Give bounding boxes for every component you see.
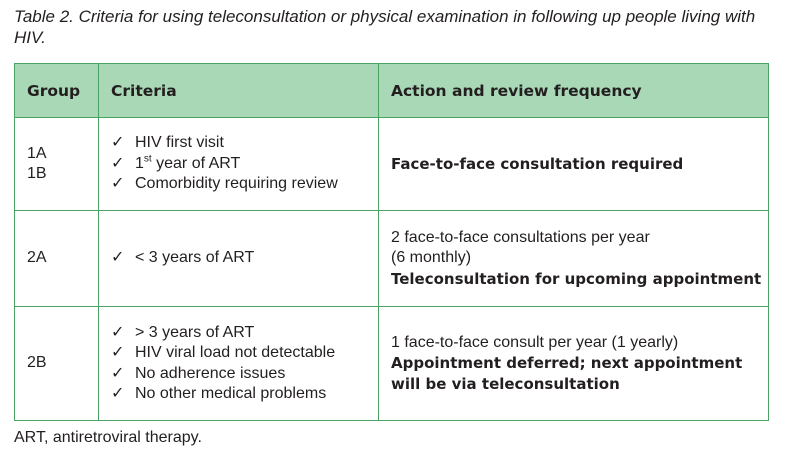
criteria-number: 1 [135, 154, 144, 172]
criteria-text: No adherence issues [135, 364, 286, 382]
table-footnote: ART, antiretroviral therapy. [14, 429, 202, 446]
criteria-ordinal: st [143, 153, 152, 165]
table-header-row [15, 64, 769, 118]
criteria-item [111, 384, 378, 405]
check-icon: ✓ [111, 385, 125, 402]
header-criteria: Criteria [99, 64, 379, 118]
criteria-text [135, 154, 240, 175]
group-cell [15, 211, 99, 307]
action-bold-text: Appointment deferred; next appointment [391, 354, 743, 373]
check-icon: ✓ [111, 154, 125, 172]
check-icon: ✓ [111, 175, 125, 193]
action-text: 2 face-to-face consultations per year [391, 228, 650, 246]
criteria-text: HIV first visit [135, 134, 224, 152]
criteria-text: HIV viral load not detectable [135, 344, 336, 361]
group-cell [15, 307, 99, 421]
group-cell [15, 118, 99, 211]
criteria-cell [99, 118, 379, 211]
table-row [15, 118, 769, 211]
criteria-table [14, 63, 769, 421]
header-group: Group [15, 64, 99, 118]
check-icon: ✓ [111, 364, 125, 382]
criteria-cell [99, 211, 379, 307]
criteria-cell [99, 307, 379, 421]
criteria-item [111, 248, 378, 269]
criteria-item [111, 364, 378, 385]
criteria-item [111, 323, 378, 344]
action-text: 1 face-to-face consult per year (1 yearly) [391, 333, 679, 351]
criteria-text: Comorbidity requiring review [135, 175, 338, 193]
criteria-text: < 3 years of ART [135, 249, 255, 267]
action-bold-text: Face-to-face consultation required [391, 154, 684, 173]
action-text: (6 monthly) [391, 249, 472, 267]
criteria-item [111, 133, 378, 154]
table-caption: Table 2. Criteria for using teleconsultation or physical examination in following up people living with HIV. [14, 7, 756, 47]
table-row [15, 211, 769, 307]
criteria-item [111, 174, 378, 195]
check-icon: ✓ [111, 134, 125, 152]
criteria-text: No other medical problems [135, 385, 327, 402]
check-icon: ✓ [111, 344, 125, 361]
action-cell [379, 211, 769, 307]
group-label: 1B [27, 165, 47, 182]
criteria-item [111, 343, 378, 364]
group-label: 1A [27, 144, 47, 162]
criteria-text: > 3 years of ART [135, 323, 255, 341]
criteria-item [111, 154, 378, 175]
header-action: Action and review frequency [379, 64, 769, 118]
action-cell [379, 118, 769, 211]
check-icon: ✓ [111, 249, 125, 267]
criteria-rest: year of ART [151, 154, 241, 172]
action-bold-text: will be via teleconsultation [391, 374, 620, 393]
action-cell [379, 307, 769, 421]
group-label: 2B [27, 354, 47, 372]
table-row [15, 307, 769, 421]
action-bold-text: Teleconsultation for upcoming appointment [391, 269, 762, 288]
group-label: 2A [27, 249, 47, 267]
check-icon: ✓ [111, 323, 125, 341]
